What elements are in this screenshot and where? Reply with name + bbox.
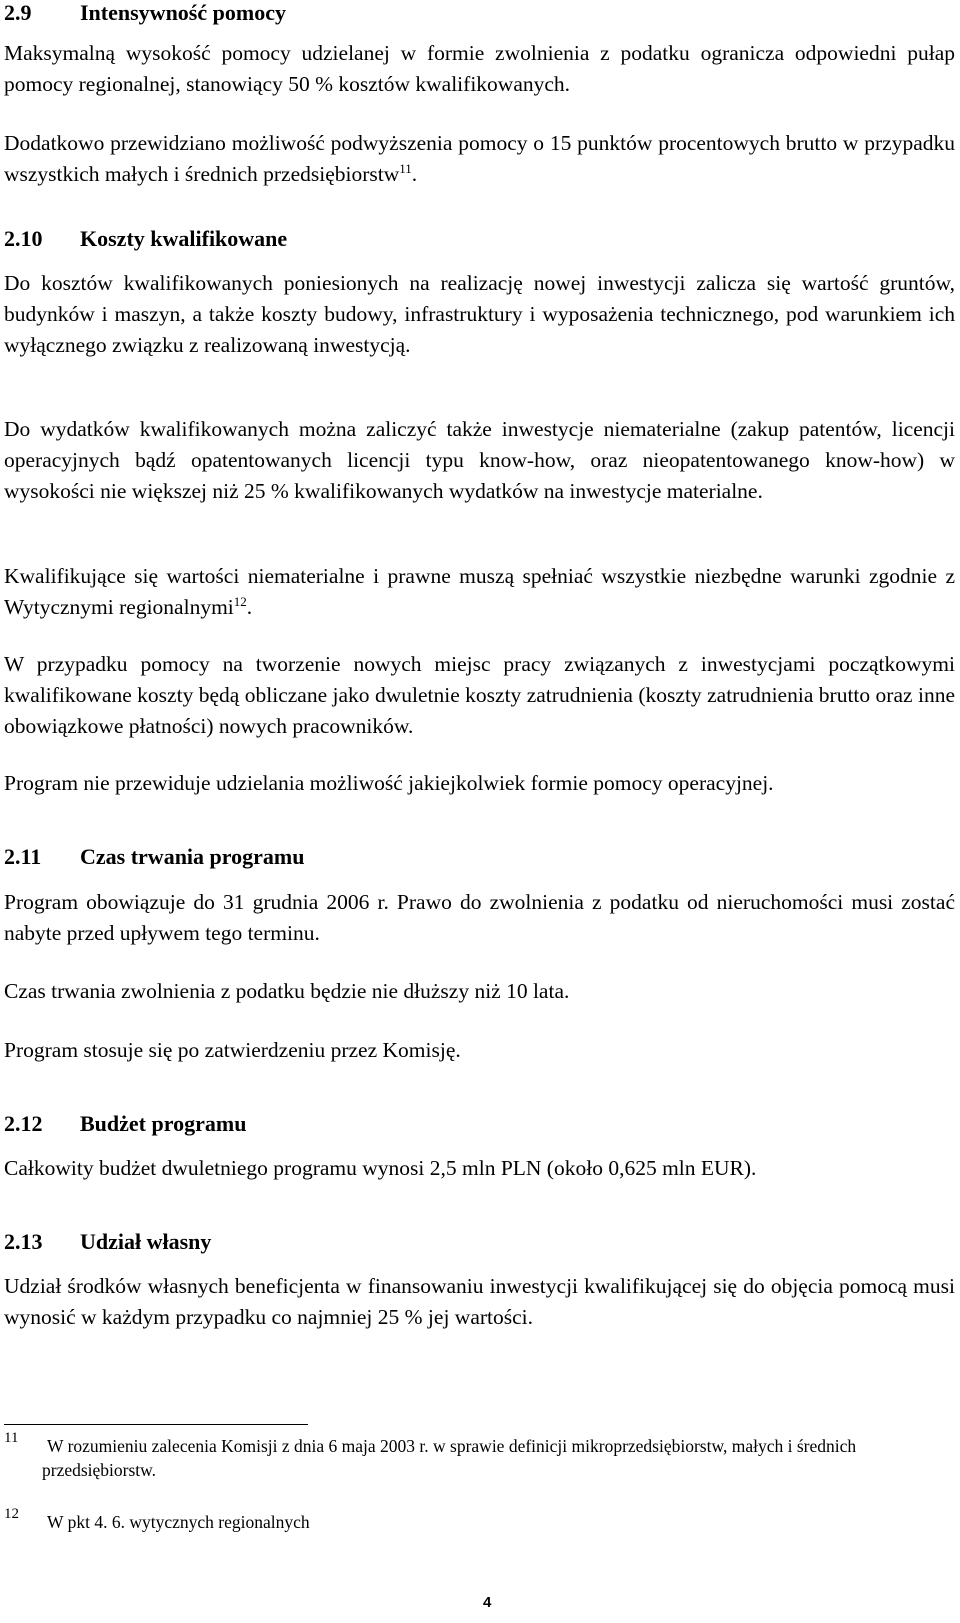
- footnote-text: W rozumieniu zalecenia Komisji z dnia 6 maja 2003 r. w sprawie definicji mikroprzedsiębiorstw, małych i średnich przedsiębiorstw.: [42, 1436, 857, 1480]
- section-title: Udział własny: [80, 1229, 212, 1254]
- paragraph: Do kosztów kwalifikowanych poniesionych na realizację nowej inwestycji zalicza się wartość gruntów, budynków i maszyn, a także koszty budowy, infrastruktury i wyposażenia technicznego, pod warunkiem ich wyłącznego związku z realizowaną inwestycją.: [4, 271, 955, 357]
- paragraph: Maksymalną wysokość pomocy udzielanej w formie zwolnienia z podatku ogranicza odpowiedni pułap pomocy regionalnej, stanowiący 50 % kosztów kwalifikowanych.: [4, 41, 955, 96]
- section-number: 2.13: [4, 1229, 43, 1254]
- paragraph-text: Kwalifikujące się wartości niematerialne i prawne muszą spełniać wszystkie niezbędne warunki zgodnie z Wytycznymi regionalnymi: [4, 564, 955, 619]
- footnote: [4, 1506, 955, 1534]
- footnote-number: 12: [4, 1506, 19, 1522]
- footnote-reference: 12: [233, 593, 247, 609]
- paragraph-end: .: [411, 162, 418, 186]
- paragraph-end: .: [246, 595, 253, 619]
- paragraph: Udział środków własnych beneficjenta w finansowaniu inwestycji kwalifikującej się do objęcia pomocą musi wynosić w każdym przypadku co najmniej 25 % jej wartości.: [4, 1274, 955, 1329]
- footnote-reference: 11: [399, 160, 412, 176]
- footnote-divider: [4, 1424, 308, 1425]
- paragraph: W przypadku pomocy na tworzenie nowych miejsc pracy związanych z inwestycjami początkowymi kwalifikowane koszty będą obliczane jako dwuletnie koszty zatrudnienia (koszty zatrudnienia brutto oraz inne obowiązkowe płatności) nowych pracowników.: [4, 652, 955, 738]
- section-heading-2-12: [4, 1111, 246, 1137]
- section-heading-2-10: [4, 226, 287, 252]
- section-number: 2.11: [4, 844, 42, 869]
- paragraph: Czas trwania zwolnienia z podatku będzie nie dłuższy niż 10 lata.: [4, 979, 570, 1003]
- footnote-number: 11: [4, 1430, 19, 1446]
- section-number: 2.9: [4, 0, 32, 25]
- paragraph: Do wydatków kwalifikowanych można zaliczyć także inwestycje niematerialne (zakup patentów, licencji operacyjnych bądź opatentowanych licencji typu know-how, oraz nieopatentowanego know-how) w wysokości nie większej niż 25 % kwalifikowanych wydatków na inwestycje materialne.: [4, 417, 955, 503]
- section-number: 2.10: [4, 226, 43, 251]
- section-title: Intensywność pomocy: [80, 0, 286, 25]
- footnote-text: W pkt 4. 6. wytycznych regionalnych: [47, 1512, 310, 1532]
- section-heading-2-11: [4, 844, 304, 870]
- paragraph: Program stosuje się po zatwierdzeniu przez Komisję.: [4, 1038, 461, 1062]
- paragraph: Program nie przewiduje udzielania możliwość jakiejkolwiek formie pomocy operacyjnej.: [4, 771, 774, 795]
- section-heading-2-9: [4, 0, 286, 26]
- section-title: Budżet programu: [80, 1111, 247, 1136]
- page-number: 4: [483, 1594, 492, 1611]
- paragraph: Całkowity budżet dwuletniego programu wynosi 2,5 mln PLN (około 0,625 mln EUR).: [4, 1156, 757, 1180]
- paragraph-text: Dodatkowo przewidziano możliwość podwyższenia pomocy o 15 punktów procentowych brutto w przypadku wszystkich małych i średnich przedsiębiorstw: [4, 131, 955, 186]
- paragraph: [4, 561, 955, 623]
- section-heading-2-13: [4, 1229, 211, 1255]
- section-number: 2.12: [4, 1111, 43, 1136]
- paragraph: Program obowiązuje do 31 grudnia 2006 r. Prawo do zwolnienia z podatku od nieruchomości musi zostać nabyte przed upływem tego terminu.: [4, 890, 955, 945]
- footnote: [4, 1430, 955, 1482]
- section-title: Koszty kwalifikowane: [80, 226, 288, 251]
- paragraph: [4, 128, 955, 190]
- section-title: Czas trwania programu: [80, 844, 305, 869]
